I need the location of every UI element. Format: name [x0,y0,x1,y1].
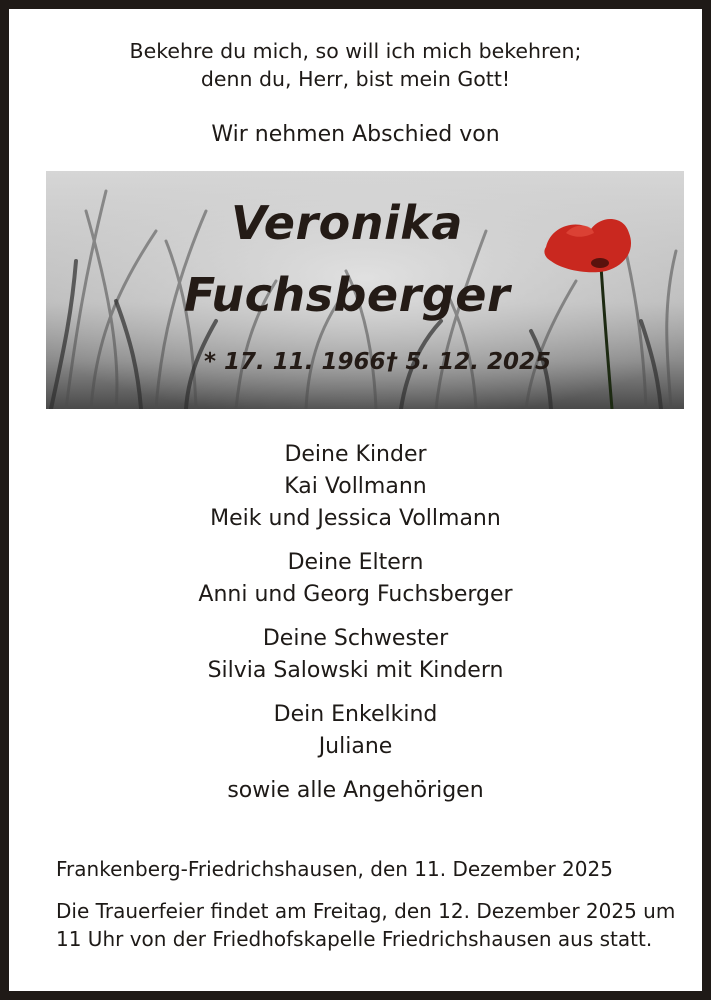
death-date: † 5. 12. 2025 [386,349,552,375]
deceased-last-name: Fuchsberger [183,268,511,322]
mourner-name: Anni und Georg Fuchsberger [198,582,513,607]
mourner-group-sister [9,623,702,687]
group-heading: Deine Schwester [262,626,449,651]
intro-text: Wir nehmen Abschied von [211,122,500,147]
mourner-name: Silvia Salowski mit Kindern [207,658,504,683]
mourner-name: Meik und Jessica Vollmann [210,506,501,531]
mourner-group-parents [9,547,702,611]
bible-verse [9,37,702,93]
group-heading: Dein Enkelkind [273,702,438,727]
group-heading: Deine Kinder [284,442,427,467]
mourner-group-grandchild [9,699,702,763]
group-heading: Deine Eltern [287,550,424,575]
mourner-group-children [9,439,702,535]
verse-line-2: denn du, Herr, bist mein Gott! [200,67,511,91]
mourners-list [9,439,702,807]
mourner-name: Kai Vollmann [284,474,427,499]
birth-date: * 17. 11. 1966 [204,349,386,375]
ceremony-notice: Die Trauerfeier findet am Freitag, den 12. Dezember 2025 um 11 Uhr von der Friedhofskapelle Friedrichshausen aus statt. [56,899,676,951]
closing-line: sowie alle Angehörigen [227,778,484,803]
verse-line-1: Bekehre du mich, so will ich mich bekehren; [129,39,582,63]
place-and-date: Frankenberg-Friedrichshausen, den 11. Dezember 2025 [56,857,613,881]
memorial-banner [46,171,684,409]
deceased-first-name: Veronika [231,196,463,250]
mourner-name: Juliane [318,734,393,759]
